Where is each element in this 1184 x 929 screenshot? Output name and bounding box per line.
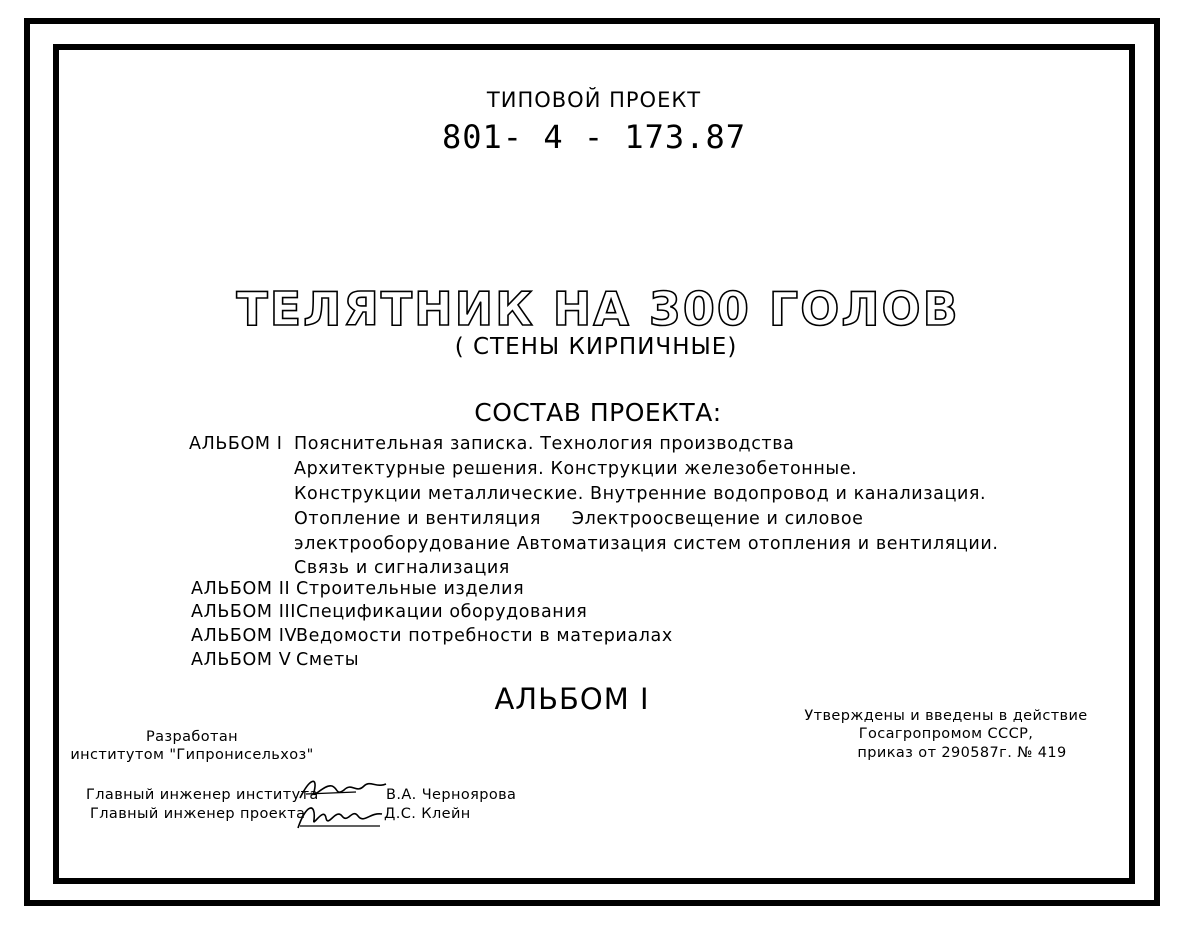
album-3-line-1: Спецификации оборудования <box>296 602 588 622</box>
type-project-label: ТИПОВОЙ ПРОЕКТ <box>486 88 702 112</box>
album-2-label: АЛЬБОМ II <box>191 579 291 599</box>
album-1-line-5: электрооборудование Автоматизация систем отопления и вентиляции. <box>294 534 999 554</box>
approval-line-2: Госагропромом СССР, <box>858 726 1034 742</box>
album-3-label: АЛЬБОМ III <box>191 602 297 622</box>
developer-line-2: институтом "Гипронисельхоз" <box>70 747 314 763</box>
album-4-label: АЛЬБОМ IV <box>191 626 298 646</box>
album-1-label: АЛЬБОМ I <box>189 434 283 454</box>
album-5-line-1: Сметы <box>296 650 360 670</box>
album-1-line-1: Пояснительная записка. Технология производства <box>294 434 795 454</box>
developer-line-1: Разработан <box>145 729 239 745</box>
album-4-line-1: Ведомости потребности в материалах <box>296 626 673 646</box>
handwritten-signature-project <box>296 798 386 832</box>
project-number: 801- 4 - 173.87 <box>442 118 746 156</box>
album-heading: АЛЬБОМ I <box>494 682 650 716</box>
approval-line-3: приказ от 290587г. № 419 <box>857 745 1067 761</box>
album-1-line-6: Связь и сигнализация <box>294 558 510 578</box>
album-1-line-3: Конструкции металлические. Внутренние водопровод и канализация. <box>294 484 987 504</box>
album-5-label: АЛЬБОМ V <box>191 650 292 670</box>
album-1-line-2: Архитектурные решения. Конструкции железобетонные. <box>294 459 858 479</box>
document-title: ТЕЛЯТНИК НА 300 ГОЛОВ <box>236 282 960 336</box>
chief-engineer-institute-name: В.А. Черноярова <box>386 787 517 803</box>
approval-line-1: Утверждены и введены в действие <box>804 708 1088 724</box>
document-subtitle: ( СТЕНЫ КИРПИЧНЫЕ) <box>454 334 738 360</box>
album-1-line-4: Отопление и вентиляция Электроосвещение и силовое <box>294 509 864 529</box>
chief-engineer-institute-title: Главный инженер института <box>86 787 319 803</box>
composition-heading: СОСТАВ ПРОЕКТА: <box>474 398 722 427</box>
chief-engineer-project-name: Д.С. Клейн <box>384 806 471 822</box>
chief-engineer-project-title: Главный инженер проекта <box>90 806 306 822</box>
album-2-line-1: Строительные изделия <box>296 579 525 599</box>
